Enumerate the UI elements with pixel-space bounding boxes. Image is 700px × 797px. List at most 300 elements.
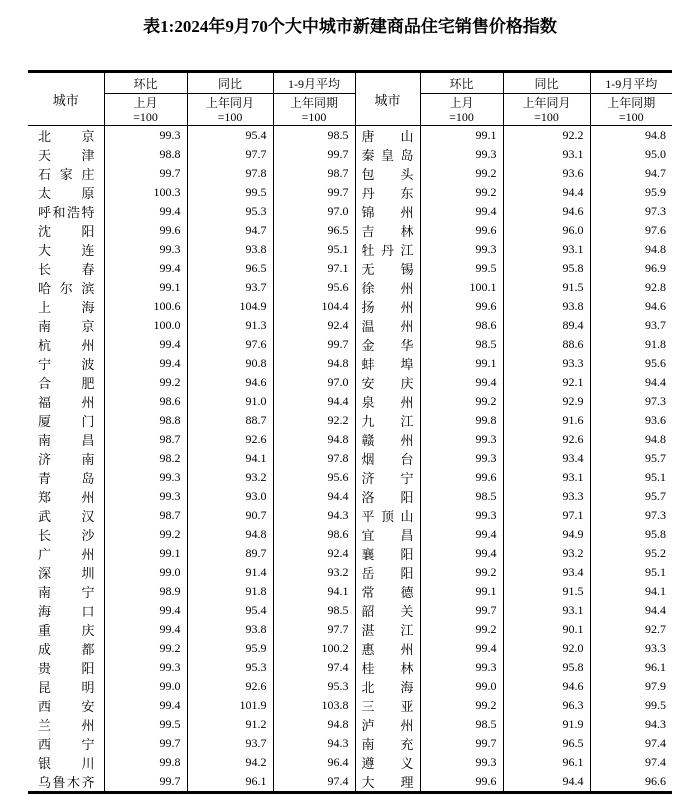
city-cell: 北 海 — [355, 677, 420, 696]
city-cell: 南 昌 — [28, 430, 104, 449]
mom-value-cell: 99.4 — [104, 259, 187, 278]
city-cell: 西 宁 — [28, 734, 104, 753]
avg-value-cell: 95.0 — [645, 147, 666, 161]
city-cell: 湛 江 — [355, 620, 420, 639]
avg-value-cell: 94.1 — [645, 584, 666, 598]
yoy-value-cell: 99.5 — [187, 183, 273, 202]
avg-value-cell: 95.1 — [273, 240, 355, 259]
city-cell: 广 州 — [28, 544, 104, 563]
table-row — [28, 449, 672, 468]
avg-value-cell: 96.4 — [273, 753, 355, 772]
avg-value-cell: 97.4 — [273, 772, 355, 793]
mom-value-cell: 98.9 — [104, 582, 187, 601]
yoy-value-cell: 91.0 — [187, 392, 273, 411]
yoy-value-cell: 89.7 — [187, 544, 273, 563]
yoy-value-cell: 97.7 — [187, 145, 273, 164]
yoy-value-cell: 95.8 — [503, 658, 590, 677]
city-cell: 牡 丹 江 — [355, 240, 420, 259]
city-cell: 南 充 — [355, 734, 420, 753]
avg-value-cell: 95.1 — [645, 470, 666, 484]
city-cell: 呼 和 浩 特 — [28, 202, 104, 221]
avg-value-cell: 97.0 — [273, 202, 355, 221]
table-row — [28, 563, 672, 582]
yoy-value-cell: 88.7 — [187, 411, 273, 430]
yoy-value-cell: 94.6 — [503, 202, 590, 221]
table-row — [28, 715, 672, 734]
yoy-value-cell: 94.2 — [187, 753, 273, 772]
base-label: 上月 — [133, 95, 158, 110]
city-cell: 吉 林 — [355, 221, 420, 240]
yoy-value-cell: 91.5 — [503, 582, 590, 601]
yoy-value-cell: 91.2 — [187, 715, 273, 734]
mom-value-cell: 100.0 — [104, 316, 187, 335]
mom-value-cell: 99.2 — [420, 392, 503, 411]
avg-value-cell: 99.5 — [645, 698, 666, 712]
city-cell: 金 华 — [355, 335, 420, 354]
base-value: =100 — [534, 109, 559, 124]
city-cell: 大 连 — [28, 240, 104, 259]
table-row — [28, 582, 672, 601]
yoy-value-cell: 93.0 — [187, 487, 273, 506]
header-avg-base-right — [590, 94, 672, 126]
yoy-value-cell: 93.3 — [503, 487, 590, 506]
avg-value-cell: 95.6 — [273, 278, 355, 297]
mom-value-cell: 99.4 — [420, 373, 503, 392]
table-row — [28, 259, 672, 278]
mom-value-cell: 99.0 — [420, 677, 503, 696]
avg-value-cell: 94.6 — [645, 299, 666, 313]
yoy-value-cell: 93.4 — [503, 563, 590, 582]
table-row — [28, 487, 672, 506]
city-cell: 太 原 — [28, 183, 104, 202]
mom-value-cell: 99.4 — [104, 601, 187, 620]
avg-value-cell: 97.7 — [273, 620, 355, 639]
mom-value-cell: 99.4 — [104, 335, 187, 354]
yoy-value-cell: 93.1 — [503, 145, 590, 164]
header-city-left: 城市 — [28, 72, 104, 126]
mom-value-cell: 99.6 — [420, 221, 503, 240]
mom-value-cell: 99.1 — [420, 126, 503, 146]
mom-value-cell: 99.3 — [104, 126, 187, 146]
avg-value-cell: 94.8 — [273, 715, 355, 734]
city-cell: 赣 州 — [355, 430, 420, 449]
yoy-value-cell: 96.3 — [503, 696, 590, 715]
avg-value-cell: 100.2 — [273, 639, 355, 658]
avg-value-cell: 103.8 — [273, 696, 355, 715]
avg-value-cell: 94.3 — [273, 506, 355, 525]
table-row — [28, 373, 672, 392]
city-cell: 石 家 庄 — [28, 164, 104, 183]
city-cell: 锦 州 — [355, 202, 420, 221]
mom-value-cell: 99.1 — [104, 544, 187, 563]
avg-value-cell: 98.5 — [273, 601, 355, 620]
yoy-value-cell: 92.6 — [187, 430, 273, 449]
mom-value-cell: 99.7 — [104, 164, 187, 183]
avg-value-cell: 94.4 — [645, 375, 666, 389]
yoy-value-cell: 93.8 — [187, 240, 273, 259]
base-label: 上年同期 — [289, 95, 338, 110]
mom-value-cell: 99.3 — [420, 145, 503, 164]
city-cell: 北 京 — [28, 126, 104, 146]
yoy-value-cell: 94.7 — [187, 221, 273, 240]
city-cell: 昆 明 — [28, 677, 104, 696]
avg-value-cell: 97.4 — [645, 755, 666, 769]
header-city-right: 城市 — [355, 72, 420, 126]
avg-value-cell: 95.6 — [645, 356, 666, 370]
yoy-value-cell: 95.3 — [187, 202, 273, 221]
mom-value-cell: 99.3 — [104, 468, 187, 487]
yoy-value-cell: 95.8 — [503, 259, 590, 278]
city-cell: 乌 鲁 木 齐 — [28, 772, 104, 793]
yoy-value-cell: 91.8 — [187, 582, 273, 601]
yoy-value-cell: 92.2 — [503, 126, 590, 146]
avg-value-cell: 98.6 — [273, 525, 355, 544]
mom-value-cell: 99.7 — [420, 601, 503, 620]
avg-value-cell: 99.7 — [273, 183, 355, 202]
table-row — [28, 202, 672, 221]
city-cell: 蚌 埠 — [355, 354, 420, 373]
city-cell: 温 州 — [355, 316, 420, 335]
mom-value-cell: 99.6 — [420, 468, 503, 487]
city-cell: 西 安 — [28, 696, 104, 715]
avg-value-cell: 94.8 — [645, 432, 666, 446]
table-row — [28, 316, 672, 335]
table-row — [28, 240, 672, 259]
mom-value-cell: 98.5 — [420, 335, 503, 354]
avg-value-cell: 94.8 — [273, 430, 355, 449]
avg-value-cell: 97.0 — [273, 373, 355, 392]
base-label: 上年同月 — [522, 95, 571, 110]
yoy-value-cell: 91.3 — [187, 316, 273, 335]
city-cell: 泸 州 — [355, 715, 420, 734]
city-cell: 长 春 — [28, 259, 104, 278]
table-row — [28, 392, 672, 411]
table-row — [28, 164, 672, 183]
avg-value-cell: 92.4 — [273, 544, 355, 563]
mom-value-cell: 99.2 — [420, 563, 503, 582]
mom-value-cell: 98.7 — [104, 430, 187, 449]
avg-value-cell: 97.8 — [273, 449, 355, 468]
yoy-value-cell: 94.6 — [187, 373, 273, 392]
city-cell: 常 德 — [355, 582, 420, 601]
yoy-value-cell: 97.6 — [187, 335, 273, 354]
avg-value-cell: 94.8 — [273, 354, 355, 373]
base-label: 上月 — [449, 95, 474, 110]
city-cell: 桂 林 — [355, 658, 420, 677]
mom-value-cell: 99.1 — [104, 278, 187, 297]
mom-value-cell: 99.2 — [420, 183, 503, 202]
avg-value-cell: 97.3 — [645, 508, 666, 522]
avg-value-cell: 98.7 — [273, 164, 355, 183]
avg-value-cell: 104.4 — [273, 297, 355, 316]
city-cell: 兰 州 — [28, 715, 104, 734]
yoy-value-cell: 94.9 — [503, 525, 590, 544]
yoy-value-cell: 92.6 — [503, 430, 590, 449]
yoy-value-cell: 96.5 — [503, 734, 590, 753]
yoy-value-cell: 93.3 — [503, 354, 590, 373]
mom-value-cell: 99.2 — [104, 373, 187, 392]
mom-value-cell: 100.3 — [104, 183, 187, 202]
city-cell: 沈 阳 — [28, 221, 104, 240]
mom-value-cell: 99.3 — [420, 240, 503, 259]
yoy-value-cell: 95.9 — [187, 639, 273, 658]
yoy-value-cell: 93.1 — [503, 601, 590, 620]
header-mom-base-left — [104, 94, 187, 126]
yoy-value-cell: 90.7 — [187, 506, 273, 525]
mom-value-cell: 99.4 — [420, 525, 503, 544]
city-cell: 南 京 — [28, 316, 104, 335]
city-cell: 武 汉 — [28, 506, 104, 525]
yoy-value-cell: 93.8 — [503, 297, 590, 316]
header-yoy-base-right — [503, 94, 590, 126]
avg-value-cell: 99.7 — [273, 335, 355, 354]
table-row — [28, 354, 672, 373]
city-cell: 济 南 — [28, 449, 104, 468]
city-cell: 厦 门 — [28, 411, 104, 430]
header-yoy-right: 同比 — [503, 72, 590, 94]
avg-value-cell: 95.7 — [645, 451, 666, 465]
avg-value-cell: 94.7 — [645, 166, 666, 180]
mom-value-cell: 99.4 — [420, 639, 503, 658]
avg-value-cell: 95.1 — [645, 565, 666, 579]
avg-value-cell: 95.8 — [645, 527, 666, 541]
avg-value-cell: 94.3 — [645, 717, 666, 731]
mom-value-cell: 98.2 — [104, 449, 187, 468]
city-cell: 安 庆 — [355, 373, 420, 392]
base-label: 上年同月 — [205, 95, 254, 110]
table-row — [28, 411, 672, 430]
city-cell: 九 江 — [355, 411, 420, 430]
yoy-value-cell: 97.1 — [503, 506, 590, 525]
yoy-value-cell: 96.1 — [187, 772, 273, 793]
city-cell: 天 津 — [28, 145, 104, 164]
yoy-value-cell: 96.0 — [503, 221, 590, 240]
city-cell: 成 都 — [28, 639, 104, 658]
base-value: =100 — [618, 109, 644, 124]
mom-value-cell: 99.8 — [104, 753, 187, 772]
avg-value-cell: 94.4 — [273, 392, 355, 411]
yoy-value-cell: 97.8 — [187, 164, 273, 183]
table-row — [28, 506, 672, 525]
yoy-value-cell: 93.4 — [503, 449, 590, 468]
mom-value-cell: 99.0 — [104, 563, 187, 582]
table-row — [28, 601, 672, 620]
city-cell: 海 口 — [28, 601, 104, 620]
yoy-value-cell: 91.5 — [503, 278, 590, 297]
city-cell: 合 肥 — [28, 373, 104, 392]
city-cell: 济 宁 — [355, 468, 420, 487]
mom-value-cell: 99.8 — [420, 411, 503, 430]
avg-value-cell: 97.4 — [645, 736, 666, 750]
avg-value-cell: 92.7 — [645, 622, 666, 636]
yoy-value-cell: 93.7 — [187, 734, 273, 753]
table-row — [28, 772, 672, 793]
mom-value-cell: 99.4 — [104, 202, 187, 221]
avg-value-cell: 92.4 — [273, 316, 355, 335]
yoy-value-cell: 96.1 — [503, 753, 590, 772]
avg-value-cell: 92.2 — [273, 411, 355, 430]
table-row — [28, 753, 672, 772]
table-row — [28, 468, 672, 487]
avg-value-cell: 94.4 — [273, 487, 355, 506]
mom-value-cell: 99.2 — [420, 620, 503, 639]
city-cell: 三 亚 — [355, 696, 420, 715]
yoy-value-cell: 91.9 — [503, 715, 590, 734]
avg-value-cell: 98.5 — [273, 126, 355, 146]
mom-value-cell: 99.7 — [420, 734, 503, 753]
avg-value-cell: 92.8 — [645, 280, 666, 294]
yoy-value-cell: 93.2 — [503, 544, 590, 563]
avg-value-cell: 95.2 — [645, 546, 666, 560]
mom-value-cell: 99.2 — [420, 696, 503, 715]
mom-value-cell: 99.3 — [104, 487, 187, 506]
avg-value-cell: 99.7 — [273, 145, 355, 164]
avg-value-cell: 93.3 — [645, 641, 666, 655]
table-row — [28, 430, 672, 449]
city-cell: 福 州 — [28, 392, 104, 411]
mom-value-cell: 98.5 — [420, 487, 503, 506]
avg-value-cell: 96.1 — [645, 660, 666, 674]
city-cell: 郑 州 — [28, 487, 104, 506]
mom-value-cell: 99.6 — [420, 297, 503, 316]
mom-value-cell: 99.4 — [104, 354, 187, 373]
yoy-value-cell: 101.9 — [187, 696, 273, 715]
avg-value-cell: 97.3 — [645, 204, 666, 218]
yoy-value-cell: 104.9 — [187, 297, 273, 316]
mom-value-cell: 99.7 — [104, 772, 187, 793]
city-cell: 扬 州 — [355, 297, 420, 316]
avg-value-cell: 97.4 — [273, 658, 355, 677]
mom-value-cell: 99.6 — [420, 772, 503, 793]
city-cell: 贵 阳 — [28, 658, 104, 677]
city-cell: 泉 州 — [355, 392, 420, 411]
city-cell: 烟 台 — [355, 449, 420, 468]
city-cell: 洛 阳 — [355, 487, 420, 506]
header-avg-right: 1-9月平均 — [590, 72, 672, 94]
avg-value-cell: 94.4 — [645, 603, 666, 617]
avg-value-cell: 95.3 — [273, 677, 355, 696]
header-avg-base-left — [273, 94, 355, 126]
city-cell: 襄 阳 — [355, 544, 420, 563]
mom-value-cell: 99.7 — [104, 734, 187, 753]
table-row — [28, 658, 672, 677]
yoy-value-cell: 94.8 — [187, 525, 273, 544]
city-cell: 秦 皇 岛 — [355, 145, 420, 164]
table-row — [28, 544, 672, 563]
yoy-value-cell: 90.8 — [187, 354, 273, 373]
mom-value-cell: 98.8 — [104, 411, 187, 430]
header-mom-base-right — [420, 94, 503, 126]
header-yoy-left: 同比 — [187, 72, 273, 94]
table-row — [28, 734, 672, 753]
yoy-value-cell: 93.1 — [503, 240, 590, 259]
city-cell: 哈 尔 滨 — [28, 278, 104, 297]
city-cell: 无 锡 — [355, 259, 420, 278]
city-cell: 丹 东 — [355, 183, 420, 202]
table-header — [28, 72, 672, 126]
yoy-value-cell: 93.1 — [503, 468, 590, 487]
city-cell: 南 宁 — [28, 582, 104, 601]
yoy-value-cell: 90.1 — [503, 620, 590, 639]
header-avg-left: 1-9月平均 — [273, 72, 355, 94]
yoy-value-cell: 94.1 — [187, 449, 273, 468]
base-value: =100 — [217, 109, 243, 124]
avg-value-cell: 94.1 — [273, 582, 355, 601]
city-cell: 大 理 — [355, 772, 420, 793]
header-yoy-base-left — [187, 94, 273, 126]
table-row — [28, 696, 672, 715]
avg-value-cell: 97.6 — [645, 223, 666, 237]
table-row — [28, 620, 672, 639]
avg-value-cell: 94.8 — [645, 242, 666, 256]
avg-value-cell: 93.2 — [273, 563, 355, 582]
yoy-value-cell: 95.4 — [187, 601, 273, 620]
header-mom-right: 环比 — [420, 72, 503, 94]
mom-value-cell: 99.6 — [104, 221, 187, 240]
table-row — [28, 145, 672, 164]
mom-value-cell: 99.4 — [104, 696, 187, 715]
mom-value-cell: 100.1 — [420, 278, 503, 297]
city-cell: 宁 波 — [28, 354, 104, 373]
mom-value-cell: 99.1 — [420, 354, 503, 373]
mom-value-cell: 99.2 — [104, 525, 187, 544]
mom-value-cell: 99.2 — [420, 164, 503, 183]
avg-value-cell: 96.6 — [645, 774, 666, 788]
base-value: =100 — [133, 109, 158, 124]
mom-value-cell: 98.8 — [104, 145, 187, 164]
yoy-value-cell: 93.7 — [187, 278, 273, 297]
city-cell: 杭 州 — [28, 335, 104, 354]
table-title: 表1:2024年9月70个大中城市新建商品住宅销售价格指数 — [143, 17, 557, 36]
table-body — [28, 126, 672, 793]
mom-value-cell: 99.3 — [420, 506, 503, 525]
yoy-value-cell: 91.6 — [503, 411, 590, 430]
city-cell: 深 圳 — [28, 563, 104, 582]
city-cell: 遵 义 — [355, 753, 420, 772]
yoy-value-cell: 94.6 — [503, 677, 590, 696]
avg-value-cell: 95.6 — [273, 468, 355, 487]
avg-value-cell: 94.8 — [645, 128, 666, 142]
city-cell: 银 川 — [28, 753, 104, 772]
city-cell: 上 海 — [28, 297, 104, 316]
mom-value-cell: 99.4 — [104, 620, 187, 639]
mom-value-cell: 99.1 — [420, 582, 503, 601]
city-cell: 韶 关 — [355, 601, 420, 620]
avg-value-cell: 96.5 — [273, 221, 355, 240]
yoy-value-cell: 95.3 — [187, 658, 273, 677]
city-cell: 岳 阳 — [355, 563, 420, 582]
mom-value-cell: 98.5 — [420, 715, 503, 734]
header-mom-left: 环比 — [104, 72, 187, 94]
base-value: =100 — [449, 109, 474, 124]
avg-value-cell: 91.8 — [645, 337, 666, 351]
yoy-value-cell: 93.6 — [503, 164, 590, 183]
city-cell: 包 头 — [355, 164, 420, 183]
yoy-value-cell: 91.4 — [187, 563, 273, 582]
base-value: =100 — [301, 109, 327, 124]
mom-value-cell: 99.3 — [104, 658, 187, 677]
city-cell: 青 岛 — [28, 468, 104, 487]
mom-value-cell: 99.0 — [104, 677, 187, 696]
mom-value-cell: 99.5 — [420, 259, 503, 278]
price-index-table — [28, 70, 672, 794]
yoy-value-cell: 96.5 — [187, 259, 273, 278]
city-cell: 徐 州 — [355, 278, 420, 297]
table-row — [28, 639, 672, 658]
yoy-value-cell: 94.4 — [503, 772, 590, 793]
table-row — [28, 677, 672, 696]
mom-value-cell: 99.3 — [420, 430, 503, 449]
